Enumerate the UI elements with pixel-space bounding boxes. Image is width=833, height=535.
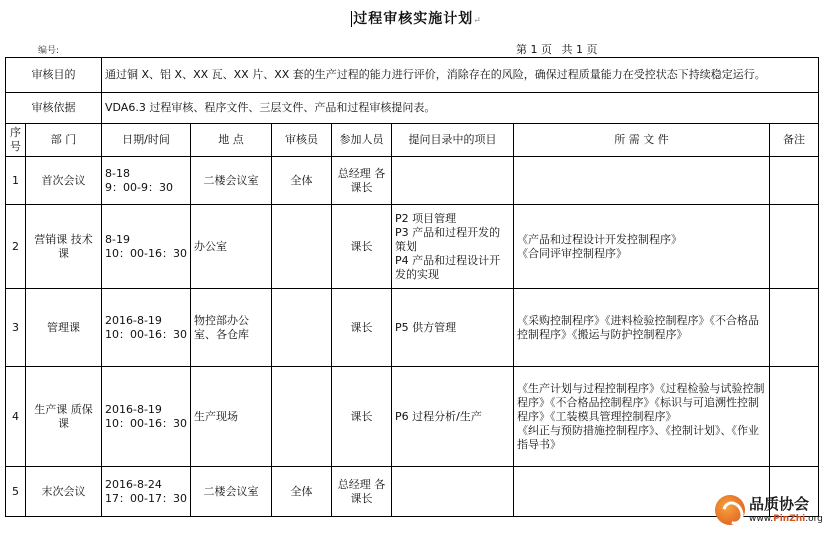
row-auditor: [272, 289, 332, 367]
row-remark: [770, 289, 819, 367]
pinzhi-logo-icon: [715, 495, 745, 525]
row-items: P5 供方管理: [392, 289, 514, 367]
document-title: 过程审核实施计划↵: [353, 11, 482, 27]
row-participants: 课长: [332, 367, 392, 467]
pinzhi-watermark: [715, 495, 827, 529]
row-remark: [770, 157, 819, 205]
header-dept: 部 门: [26, 124, 102, 157]
table-row: [6, 367, 819, 467]
row-place: 二楼会议室: [191, 467, 272, 517]
row-datetime: 8-19 10：00-16：30: [102, 205, 191, 289]
header-remark: 备注: [770, 124, 819, 157]
purpose-row: [6, 58, 819, 93]
row-docs: 《采购控制程序》《进料检验控制程序》《不合格品控制程序》《搬运与防护控制程序》: [514, 289, 770, 367]
row-no: 5: [6, 467, 26, 517]
header-date: 日期/时间: [102, 124, 191, 157]
row-dept: 营销课 技术课: [26, 205, 102, 289]
row-datetime: 8-18 9：00-9：30: [102, 157, 191, 205]
purpose-text: 通过铜 X、铝 X、XX 瓦、XX 片、XX 套的生产过程的能力进行评价，消除存在的风险，确保过程质量能力在受控状态下持续稳定运行。: [102, 58, 819, 93]
page-info: [516, 41, 604, 57]
row-participants: 课长: [332, 205, 392, 289]
row-place: 二楼会议室: [191, 157, 272, 205]
row-items: P6 过程分析/生产: [392, 367, 514, 467]
purpose-label: 审核目的: [6, 58, 102, 93]
header-place: 地 点: [191, 124, 272, 157]
header-docs: 所 需 文 件: [514, 124, 770, 157]
row-no: 2: [6, 205, 26, 289]
watermark-url: www.PinZhi.org: [749, 514, 823, 524]
header-items: 提问目录中的项目: [392, 124, 514, 157]
row-no: 3: [6, 289, 26, 367]
row-items: P2 项目管理 P3 产品和过程开发的策划 P4 产品和过程设计开发的实现: [392, 205, 514, 289]
header-no: 序号: [6, 124, 26, 157]
row-datetime: 2016-8-19 10：00-16：30: [102, 367, 191, 467]
row-place: 物控部办公室、各仓库: [191, 289, 272, 367]
number-label: 编号:: [38, 46, 60, 56]
table-row: [6, 157, 819, 205]
row-auditor: 全体: [272, 157, 332, 205]
row-participants: 总经理 各课长: [332, 157, 392, 205]
row-dept: 末次会议: [26, 467, 102, 517]
row-no: 4: [6, 367, 26, 467]
row-dept: 管理课: [26, 289, 102, 367]
row-docs: 《生产计划与过程控制程序》《过程检验与试验控制程序》《不合格品控制程序》《标识与可追溯性控制程序》《工装模具管理控制程序》 《纠正与预防措施控制程序》、《控制计划》、《作业指导书》: [514, 367, 770, 467]
header-auditor: 审核员: [272, 124, 332, 157]
row-remark: [770, 367, 819, 467]
row-participants: 课长: [332, 289, 392, 367]
row-auditor: [272, 205, 332, 289]
header-row: [6, 124, 819, 157]
audit-plan-table: [5, 57, 819, 517]
row-remark: [770, 205, 819, 289]
row-datetime: 2016-8-19 10：00-16：30: [102, 289, 191, 367]
header-participants: 参加人员: [332, 124, 392, 157]
table-row: [6, 289, 819, 367]
row-docs: [514, 157, 770, 205]
row-docs: 《产品和过程设计开发控制程序》 《合同评审控制程序》: [514, 205, 770, 289]
row-items: [392, 467, 514, 517]
row-participants: 总经理 各课长: [332, 467, 392, 517]
basis-text: VDA6.3 过程审核、程序文件、三层文件、产品和过程审核提问表。: [102, 93, 819, 124]
row-no: 1: [6, 157, 26, 205]
row-dept: 首次会议: [26, 157, 102, 205]
row-place: 办公室: [191, 205, 272, 289]
basis-row: [6, 93, 819, 124]
row-datetime: 2016-8-24 17：00-17：30: [102, 467, 191, 517]
page-current: 第 1 页: [516, 43, 552, 56]
table-row: [6, 205, 819, 289]
row-auditor: [272, 367, 332, 467]
row-dept: 生产课 质保课: [26, 367, 102, 467]
watermark-title: 品质协会: [749, 495, 810, 513]
page-total: 共 1 页: [561, 43, 598, 56]
basis-label: 审核依据: [6, 93, 102, 124]
table-row: [6, 467, 819, 517]
row-items: [392, 157, 514, 205]
row-auditor: 全体: [272, 467, 332, 517]
row-place: 生产现场: [191, 367, 272, 467]
